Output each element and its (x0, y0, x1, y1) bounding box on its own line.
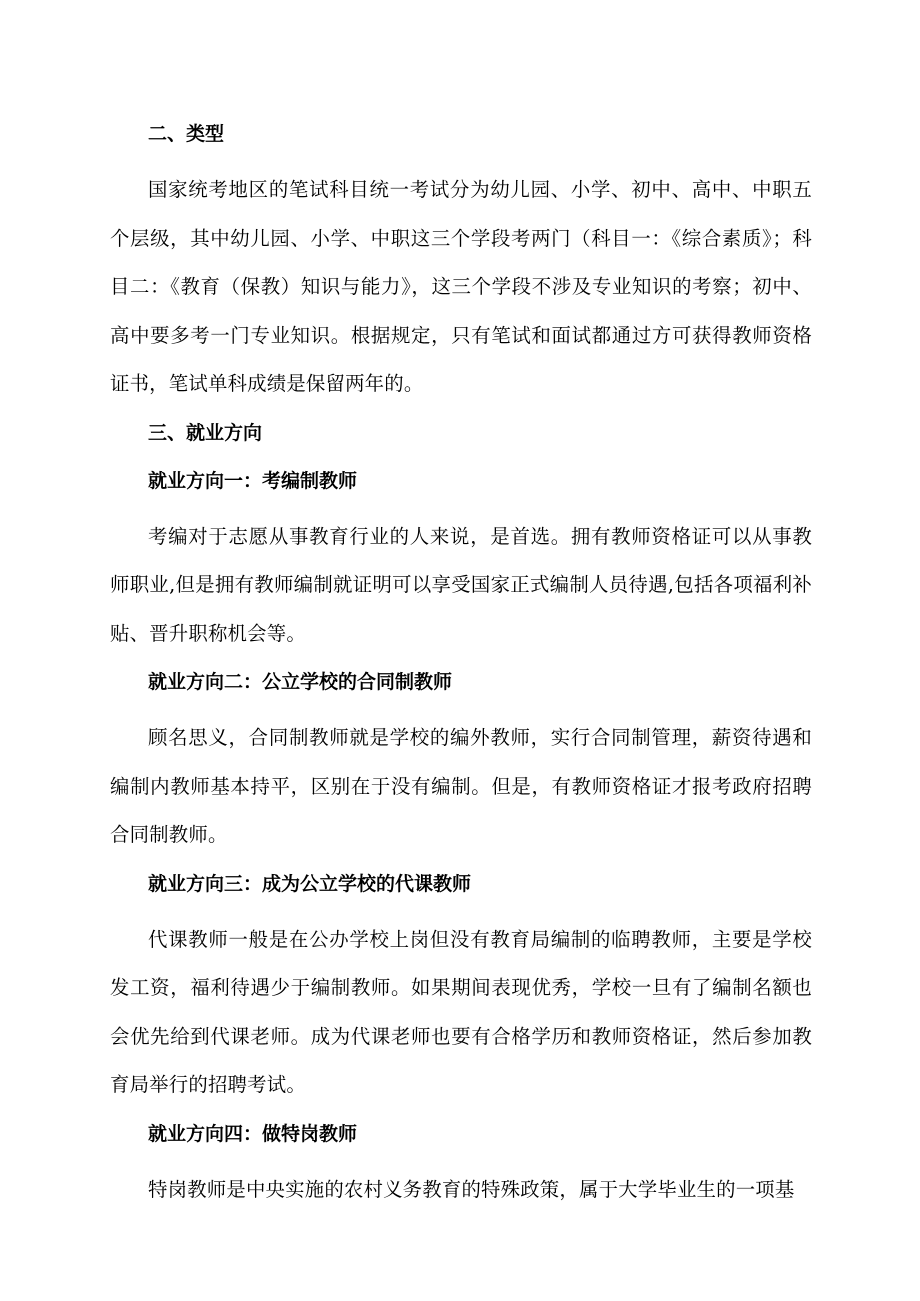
subheading-career-3: 就业方向三：成为公立学校的代课教师 (148, 872, 472, 895)
section-heading-career: 三、就业方向 (148, 421, 263, 444)
paragraph-career-2: 顾名思义，合同制教师就是学校的编外教师，实行合同制管理，薪资待遇和编制内教师基本持平，区别在于没有编制。但是，有教师资格证才报考政府招聘合同制教师。 (110, 726, 812, 846)
section-heading-types: 二、类型 (148, 123, 225, 145)
paragraph-exam-types: 国家统考地区的笔试科目统一考试分为幼儿园、小学、初中、高中、中职五个层级，其中幼儿园、小学、中职这三个学段考两门（科目一：《综合素质》；科目二：《教育（保教）知识与能力》，这三个学段不涉及专业知识的考察；初中、高中要多考一门专业知识。根据规定，只有笔试和面试都通过方可获得教师资格证书，笔试单科成绩是保留两年的。 (110, 178, 812, 395)
paragraph-career-1: 考编对于志愿从事教育行业的人来说，是首选。拥有教师资格证可以从事教师职业,但是拥有教师编制就证明可以享受国家正式编制人员待遇,包括各项福利补贴、晋升职称机会等。 (110, 524, 812, 645)
paragraph-career-3: 代课教师一般是在公办学校上岗但没有教育局编制的临聘教师，主要是学校发工资，福利待遇少于编制教师。如果期间表现优秀，学校一旦有了编制名额也会优先给到代课老师。成为代课老师也要有合格学历和教师资格证，然后参加教育局举行的招聘考试。 (110, 927, 812, 1096)
subheading-career-2: 就业方向二：公立学校的合同制教师 (148, 671, 453, 693)
subheading-career-4: 就业方向四：做特岗教师 (148, 1122, 358, 1145)
paragraph-career-4: 特岗教师是中央实施的农村义务教育的特殊政策，属于大学毕业生的一项基 (148, 1177, 795, 1201)
document-page (110, 118, 812, 1214)
subheading-career-1: 就业方向一：考编制教师 (148, 469, 358, 492)
